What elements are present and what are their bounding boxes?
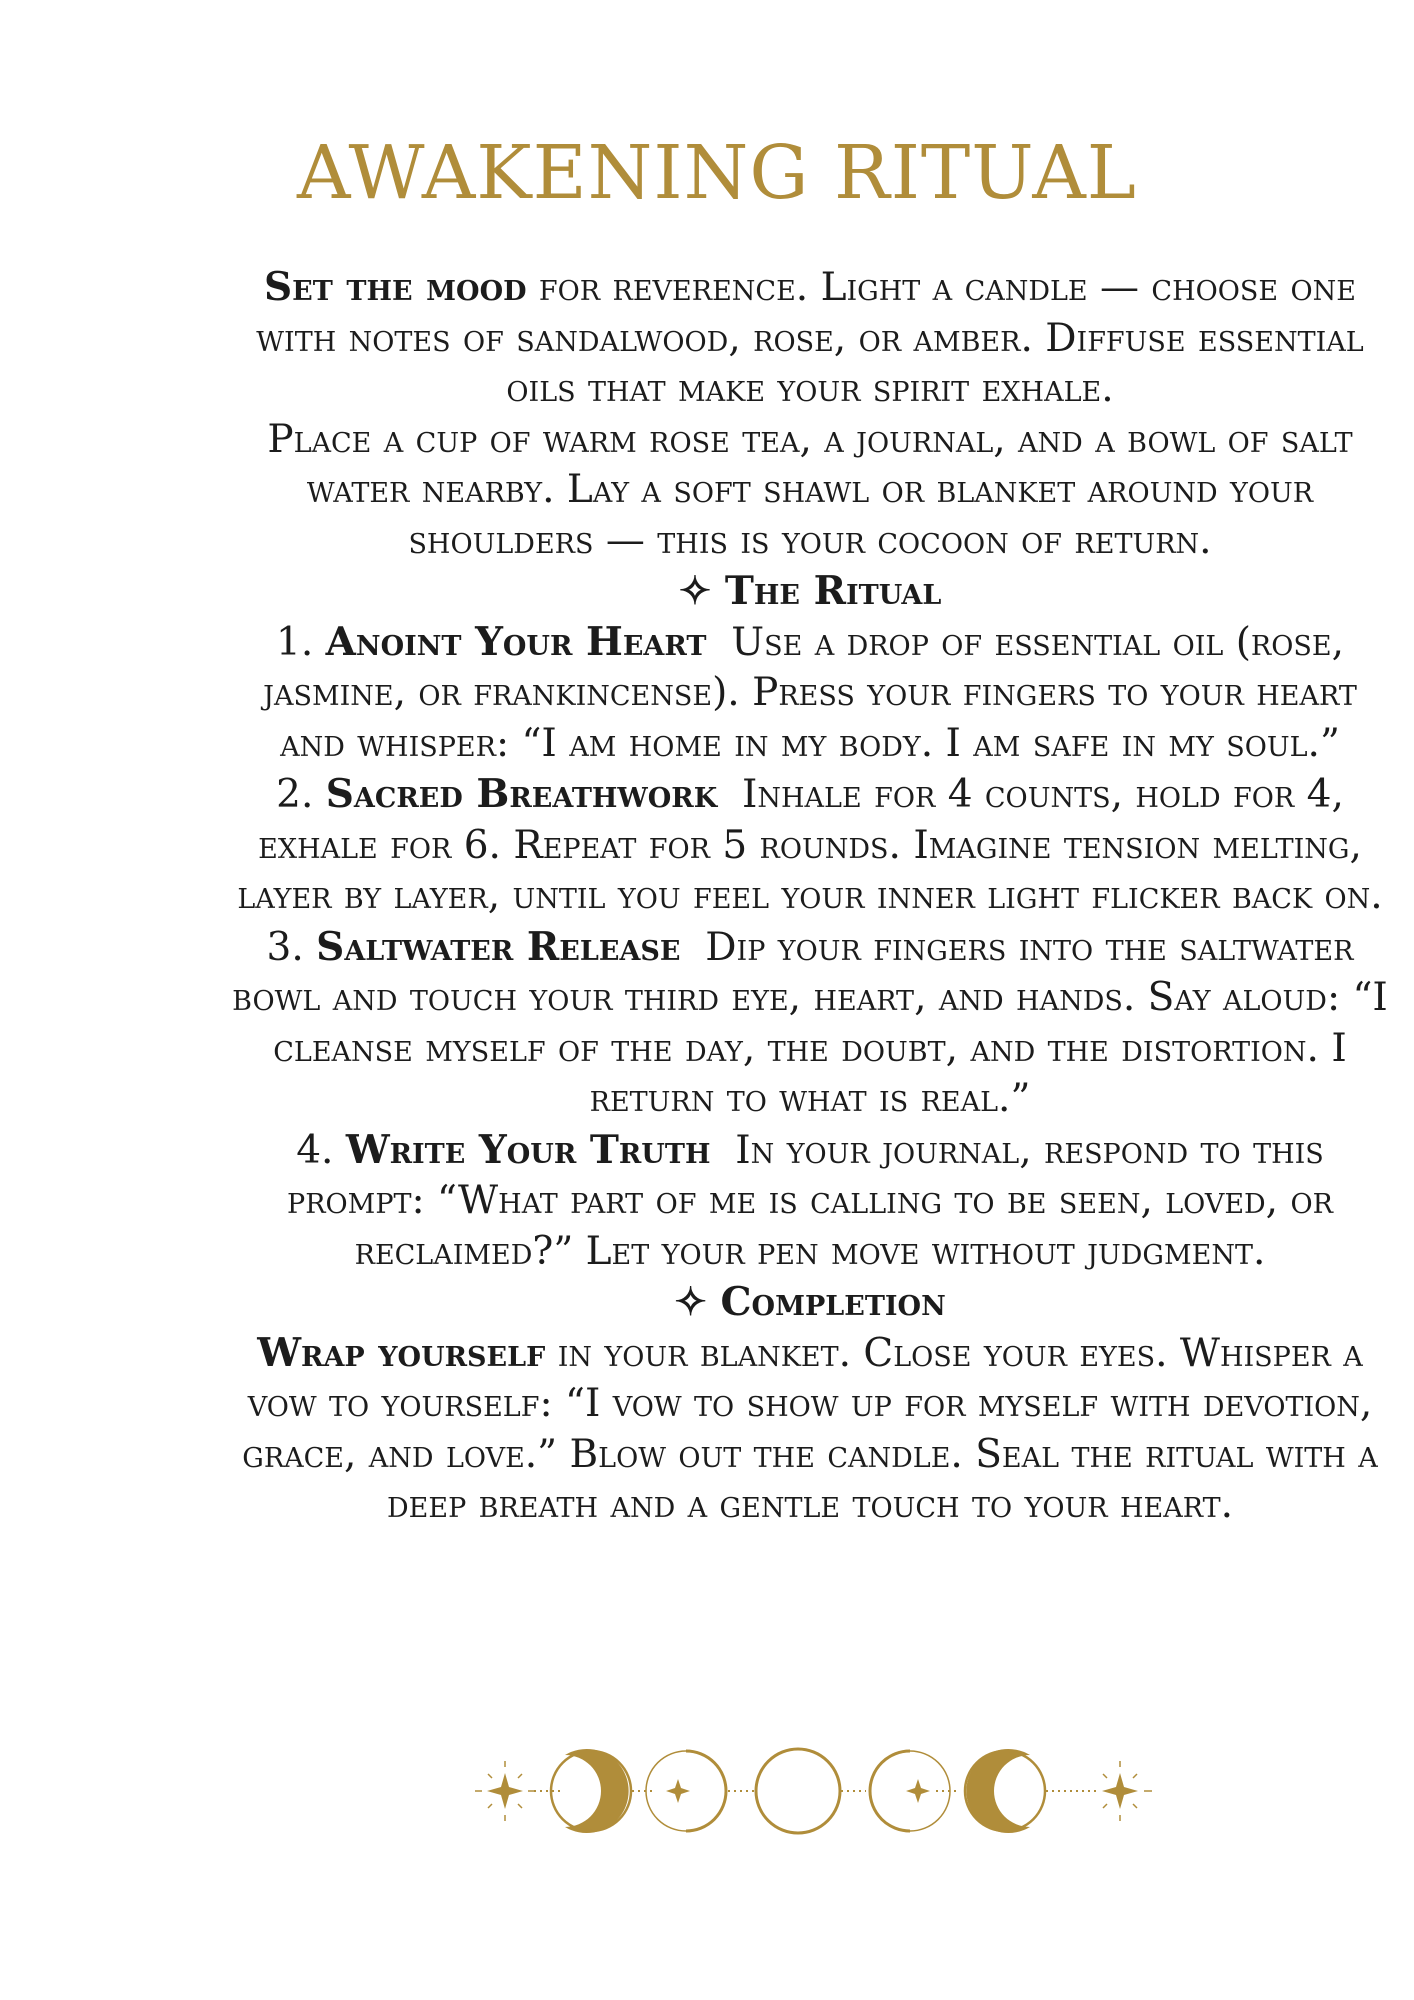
step-4 (230, 1125, 1390, 1278)
step-title: Anoint Your Heart (325, 618, 707, 665)
ritual-heading (230, 566, 1390, 617)
step-number: 4. (296, 1127, 334, 1173)
intro-text: for reverence. Light a candle — choose one with notes of sandalwood, rose, or amber. Diffuse essential oils that make your spirit exhale. (256, 265, 1364, 411)
moon-icon (756, 1749, 840, 1833)
step-text: In your journal, respond to this prompt: “What part of me is calling to be seen, loved, or reclaimed?” Let your pen move without judgment. (287, 1127, 1333, 1274)
step-title: Write Your Truth (345, 1126, 711, 1173)
completion-heading (230, 1277, 1390, 1328)
ritual-heading-label: The Ritual (724, 568, 942, 614)
step-title: Saltwater Release (316, 923, 681, 970)
moon-phases-ornament (460, 1725, 1180, 1855)
star-icon (475, 1761, 534, 1821)
step-number: 2. (276, 772, 314, 817)
completion-lead: Wrap yourself (257, 1329, 546, 1376)
sparkle-icon: ✧ (674, 1279, 707, 1325)
step-number: 3. (266, 924, 304, 970)
step-text: Inhale for 4 counts, hold for 4, exhale for 6. Repeat for 5 rounds. Imagine tension melting, layer by layer, until you feel your inner light flicker back on. (237, 772, 1383, 918)
completion-heading-label: Completion (720, 1279, 946, 1325)
step-1 (230, 617, 1390, 770)
step-text: Use a drop of essential oil (rose, jasmine, or frankincense). Press your fingers to your heart and whisper: “I am home in my body. I am safe in my soul.” (263, 619, 1357, 766)
step-title: Sacred Breathwork (325, 771, 718, 817)
step-3 (230, 922, 1390, 1125)
step-text: Dip your fingers into the saltwater bowl and touch your third eye, heart, and hands. Say aloud: “I cleanse myself of the day, the doubt, and the distortion. I return to what is real.” (232, 924, 1388, 1121)
sparkle-icon: ✧ (678, 568, 712, 614)
moon-icon (646, 1751, 726, 1831)
ritual-body (230, 262, 1390, 1531)
page-title: AWAKENING RITUAL (297, 130, 1137, 216)
step-number: 1. (276, 619, 314, 665)
completion-text: in your blanket. Close your eyes. Whisper a vow to yourself: “I vow to show up for myself with devotion, grace, and love.” Blow out the candle. Seal the ritual with a deep breath and a gentle touch to your heart. (242, 1330, 1378, 1527)
completion-paragraph (230, 1328, 1390, 1531)
intro-paragraph (230, 262, 1390, 415)
star-icon (1102, 1761, 1152, 1821)
step-2 (230, 769, 1390, 922)
intro-lead: Set the mood (264, 264, 527, 310)
moon-icon (551, 1749, 631, 1833)
intro-paragraph-2: Place a cup of warm rose tea, a journal, and a bowl of salt water nearby. Lay a soft shawl or blanket around your shoulders — this is your cocoon of return. (267, 416, 1353, 563)
moon-icon (965, 1749, 1045, 1833)
